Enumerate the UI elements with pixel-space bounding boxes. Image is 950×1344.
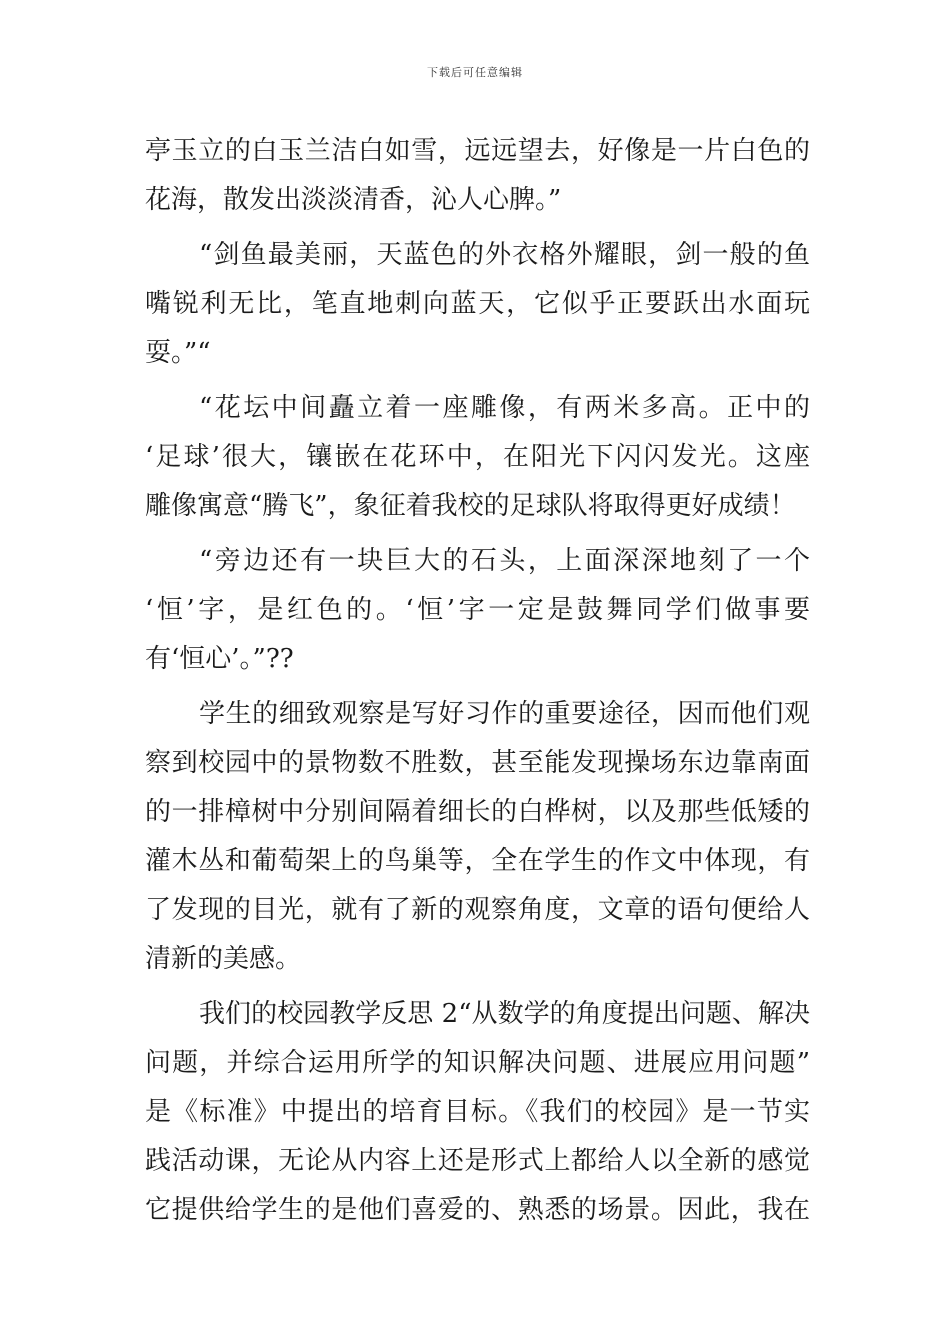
text-line: 耍。”“ — [145, 338, 211, 368]
text-line: 它提供给学生的是他们喜爱的、熟悉的场景。因此，我在 — [145, 1195, 810, 1225]
paragraph-4 — [145, 537, 810, 684]
paragraph-5 — [145, 690, 810, 984]
paragraph-6 — [145, 990, 810, 1235]
text-line: 问题，并综合运用所学的知识解决问题、进展应用问题” — [145, 1048, 810, 1078]
paragraph-3 — [145, 384, 810, 531]
paragraph-1 — [145, 127, 810, 225]
text-line: 有‘恒心’。”?? — [145, 644, 294, 674]
text-line: 践活动课，无论从内容上还是形式上都给人以全新的感觉 — [145, 1146, 810, 1176]
text-line: “花坛中间矗立着一座雕像，有两米多高。正中的 — [199, 393, 810, 423]
text-line: ‘恒’字，是红色的。‘恒’字一定是鼓舞同学们做事要 — [145, 595, 810, 625]
text-line: 花海，散发出淡淡清香，沁人心脾。” — [145, 185, 562, 215]
text-line: 是《标准》中提出的培育目标。《我们的校园》是一节实 — [145, 1097, 810, 1127]
text-line: 嘴锐利无比，笔直地刺向蓝天，它似乎正要跃出水面玩 — [145, 289, 810, 319]
text-line: 清新的美感。 — [145, 944, 302, 974]
text-line: 的一排樟树中分别间隔着细长的白桦树，以及那些低矮的 — [145, 797, 810, 827]
text-line: 亭玉立的白玉兰洁白如雪，远远望去，好像是一片白色的 — [145, 136, 810, 166]
page-header: 下载后可任意编辑 — [427, 66, 523, 79]
text-line: 了发现的目光，就有了新的观察角度，文章的语句便给人 — [145, 895, 810, 925]
text-line: 学生的细致观察是写好习作的重要途径，因而他们观 — [199, 699, 810, 729]
text-line: “旁边还有一块巨大的石头，上面深深地刻了一个 — [199, 546, 810, 576]
text-line: 我们的校园教学反思 2“从数学的角度提出问题、解决 — [199, 999, 810, 1029]
document-body — [145, 127, 810, 1235]
text-line: 察到校园中的景物数不胜数，甚至能发现操场东边靠南面 — [145, 748, 810, 778]
text-line: “剑鱼最美丽，天蓝色的外衣格外耀眼，剑一般的鱼 — [199, 240, 810, 270]
text-line: 灌木丛和葡萄架上的鸟巢等，全在学生的作文中体现，有 — [145, 846, 810, 876]
text-line: 雕像寓意“腾飞”，象征着我校的足球队将取得更好成绩！ — [145, 491, 796, 521]
text-line: ‘足球’很大，镶嵌在花环中，在阳光下闪闪发光。这座 — [145, 442, 810, 472]
paragraph-2 — [145, 231, 810, 378]
